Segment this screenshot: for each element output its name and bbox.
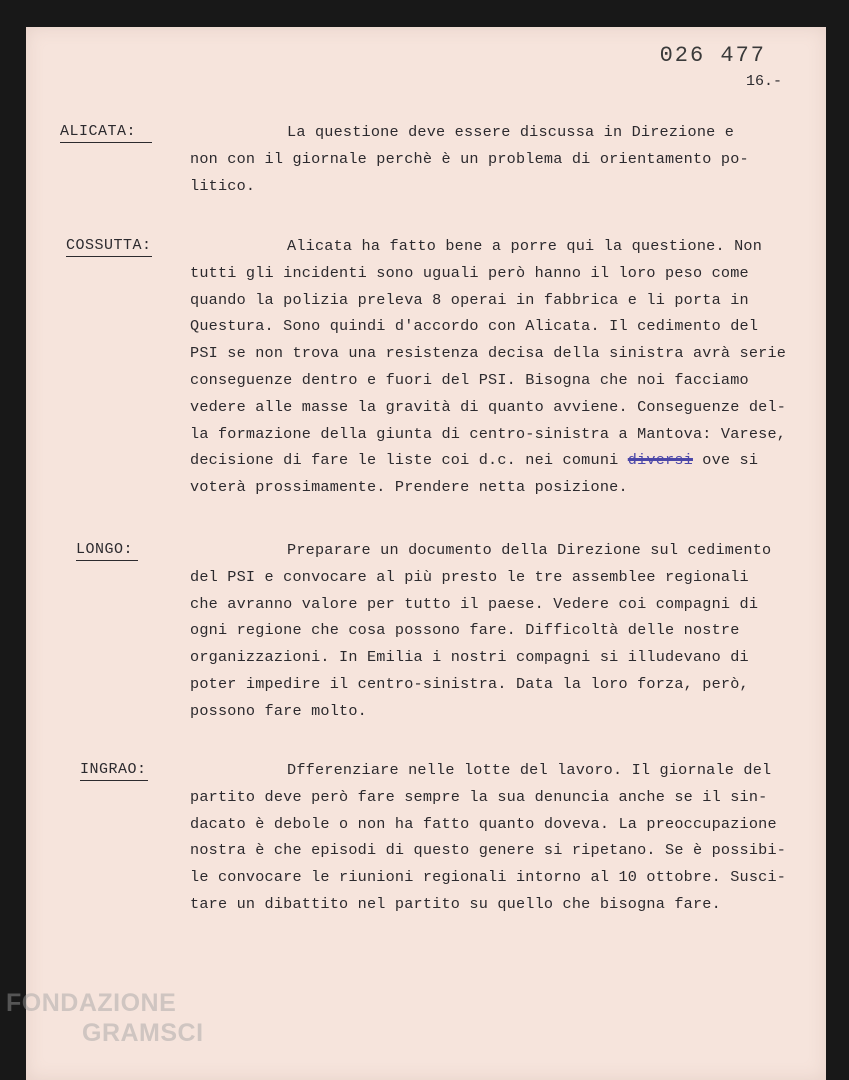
text-line: Dfferenziare nelle lotte del lavoro. Il giornale del bbox=[287, 761, 772, 779]
text-line: voterà prossimamente. Prendere netta posizione. bbox=[190, 478, 628, 497]
text-line: vedere alle masse la gravità di quanto avviene. Conseguenze del- bbox=[190, 397, 787, 416]
text-line: possono fare molto. bbox=[190, 701, 367, 720]
speaker-label: ALICATA: bbox=[60, 123, 152, 143]
page-number: 16.- bbox=[745, 73, 782, 90]
text-line: partito deve però fare sempre la sua denuncia anche se il sin- bbox=[190, 787, 768, 806]
text-line: dacato è debole o non ha fatto quanto doveva. La preoccupazione bbox=[190, 814, 777, 833]
text-line: che avranno valore per tutto il paese. Vedere coi compagni di bbox=[190, 594, 759, 613]
text-segment: ove si bbox=[692, 451, 759, 470]
speaker-label: COSSUTTA: bbox=[66, 237, 152, 257]
speaker-label: LONGO: bbox=[76, 541, 138, 561]
text-line: non con il giornale perchè è un problema di orientamento po- bbox=[190, 149, 749, 168]
text-line: nostra è che episodi di questo genere si ripetano. Se è possibi- bbox=[190, 841, 787, 860]
watermark-line: FONDAZIONE bbox=[6, 989, 177, 1017]
archive-number: 026 477 bbox=[659, 43, 766, 68]
text-line: poter impedire il centro-sinistra. Data la loro forza, però, bbox=[190, 674, 749, 693]
text-line: tutti gli incidenti sono uguali però hanno il loro peso come bbox=[190, 263, 749, 282]
text-line: ogni regione che cosa possono fare. Difficoltà delle nostre bbox=[190, 621, 740, 640]
paragraph bbox=[190, 233, 810, 501]
text-line: organizzazioni. In Emilia i nostri compagni si illudevano di bbox=[190, 648, 749, 667]
text-segment: decisione di fare le liste coi d.c. nei comuni bbox=[190, 451, 628, 470]
text-line: La questione deve essere discussa in Direzione e bbox=[287, 123, 735, 141]
text-line: la formazione della giunta di centro-sinistra a Mantova: Varese, bbox=[190, 424, 787, 443]
text-line: Preparare un documento della Direzione sul cedimento bbox=[287, 541, 772, 559]
watermark-logo bbox=[6, 988, 204, 1048]
paragraph bbox=[190, 757, 810, 918]
text-line: quando la polizia preleva 8 operai in fabbrica e li porta in bbox=[190, 290, 749, 309]
speaker-label: INGRAO: bbox=[80, 761, 148, 781]
text-line: Alicata ha fatto bene a porre qui la questione. Non bbox=[287, 237, 763, 255]
text-line: litico. bbox=[190, 176, 256, 195]
text-line bbox=[190, 447, 810, 474]
text-line: conseguenze dentro e fuori del PSI. Bisogna che noi facciamo bbox=[190, 370, 749, 389]
watermark-line: GRAMSCI bbox=[82, 1019, 204, 1047]
text-line: PSI se non trova una resistenza decisa della sinistra avrà serie bbox=[190, 344, 787, 363]
text-line: tare un dibattito nel partito su quello che bisogna fare. bbox=[190, 894, 721, 913]
text-line: del PSI e convocare al più presto le tre assemblee regionali bbox=[190, 567, 749, 586]
struck-out-word: diversi bbox=[627, 451, 693, 470]
document-page bbox=[26, 27, 826, 1080]
paragraph bbox=[190, 119, 810, 199]
text-line: le convocare le riunioni regionali intorno al 10 ottobre. Susci- bbox=[190, 868, 787, 887]
paragraph bbox=[190, 537, 810, 725]
text-line: Questura. Sono quindi d'accordo con Alicata. Il cedimento del bbox=[190, 317, 759, 336]
